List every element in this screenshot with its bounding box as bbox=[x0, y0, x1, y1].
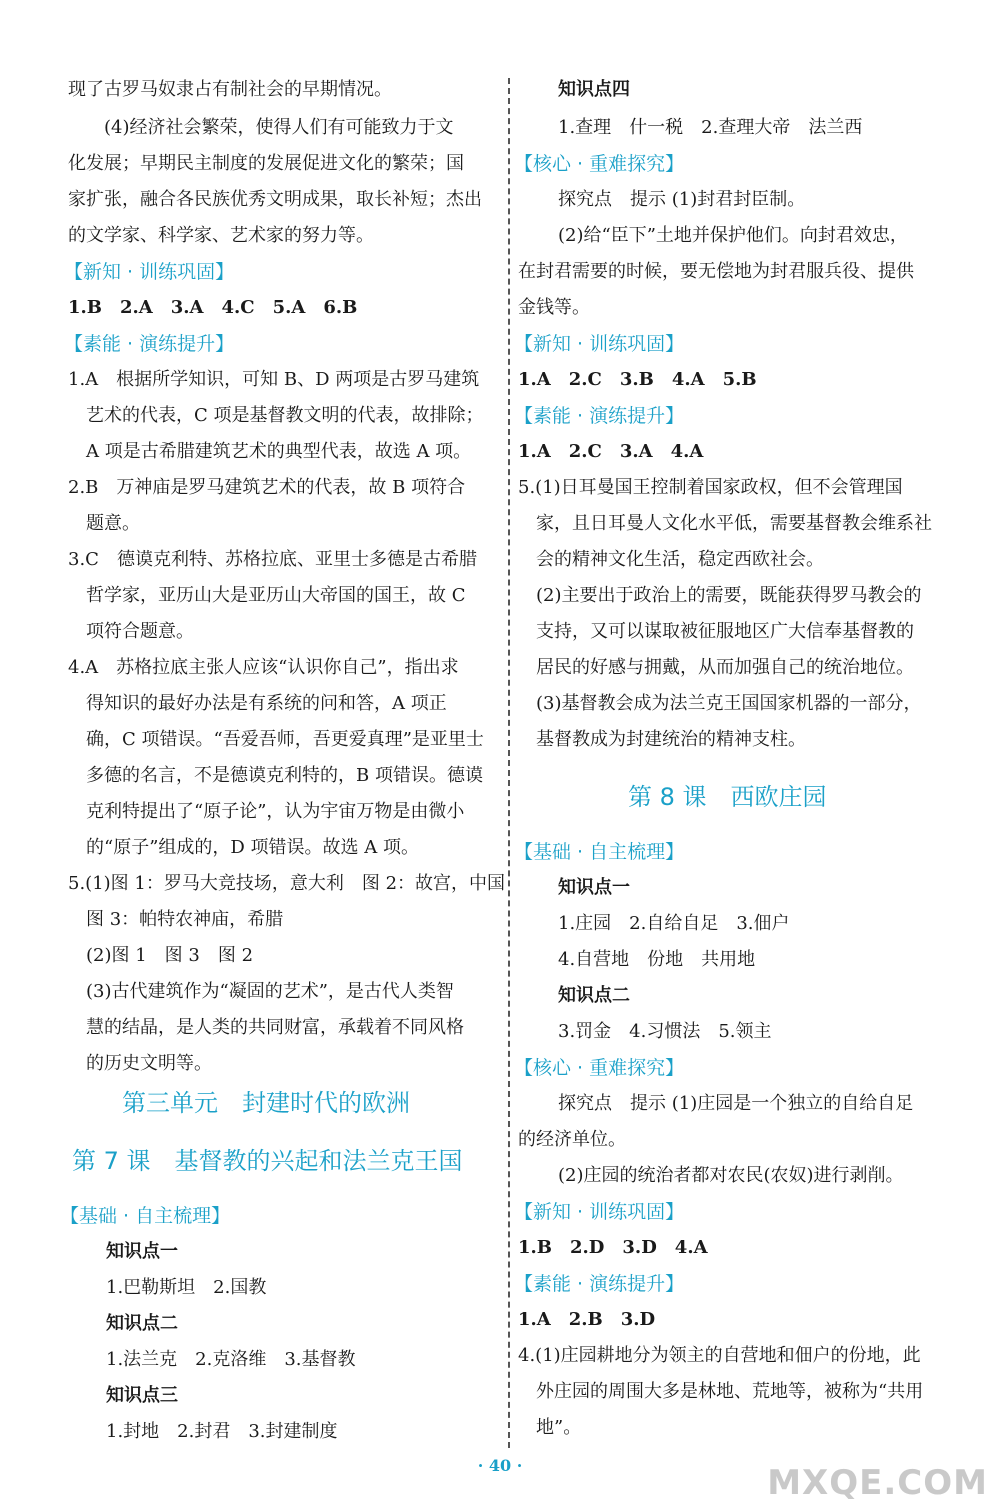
answer-line: 1.B 2.A 3.A 4.C 5.A 6.B bbox=[68, 297, 358, 318]
answer-line: 1.巴勒斯坦 2.国教 bbox=[106, 1277, 267, 1298]
text-line: (2)庄园的统治者都对农民(农奴)进行剥削。 bbox=[558, 1165, 904, 1186]
answer-line: 3.罚金 4.习惯法 5.领主 bbox=[558, 1021, 772, 1042]
answer-line: 1.封地 2.封君 3.封建制度 bbox=[106, 1421, 338, 1442]
text-line: (3)古代建筑作为“凝固的艺术”，是古代人类智 bbox=[86, 981, 454, 1002]
text-line: 2.B 万神庙是罗马建筑艺术的代表，故 B 项符合 bbox=[68, 477, 466, 498]
knowledge-point-label: 知识点二 bbox=[558, 985, 630, 1006]
text-line: 1.A 根据所学知识，可知 B、D 两项是古罗马建筑 bbox=[68, 369, 480, 390]
unit-title: 第三单元 封建时代的欧洲 bbox=[122, 1089, 410, 1117]
knowledge-point-label: 知识点一 bbox=[106, 1241, 178, 1262]
knowledge-point-label: 知识点二 bbox=[106, 1313, 178, 1334]
text-line: 图 3：帕特农神庙，希腊 bbox=[86, 909, 284, 930]
answer-line: 1.庄园 2.自给自足 3.佃户 bbox=[558, 913, 790, 934]
text-line: 5.(1)图 1：罗马大竞技场，意大利 图 2：故宫，中国 bbox=[68, 873, 506, 894]
section-heading: 【素能 · 演练提升】 bbox=[514, 405, 685, 427]
answer-line: 1.查理 什一税 2.查理大帝 法兰西 bbox=[558, 117, 863, 138]
answer-line: 1.A 2.B 3.D bbox=[518, 1309, 656, 1330]
text-line: 的历史文明等。 bbox=[86, 1053, 212, 1074]
knowledge-point-label: 知识点四 bbox=[558, 79, 630, 100]
knowledge-point-label: 知识点三 bbox=[106, 1385, 178, 1406]
watermark-logo: MXQE.COM bbox=[767, 1463, 988, 1503]
text-line: 题意。 bbox=[86, 513, 140, 534]
text-line: 多德的名言，不是德谟克利特的，B 项错误。德谟 bbox=[86, 765, 483, 786]
text-line: 4.(1)庄园耕地分为领主的自营地和佃户的份地，此 bbox=[518, 1345, 921, 1366]
text-line: 的“原子”组成的，D 项错误。故选 A 项。 bbox=[86, 837, 419, 858]
text-line: 基督教成为封建统治的精神支柱。 bbox=[536, 729, 806, 750]
text-line: 确，C 项错误。“吾爱吾师，吾更爱真理”是亚里士 bbox=[86, 729, 484, 750]
text-line: 艺术的代表，C 项是基督教文明的代表，故排除； bbox=[86, 405, 484, 426]
text-line: A 项是古希腊建筑艺术的典型代表，故选 A 项。 bbox=[86, 441, 472, 462]
text-line: 地”。 bbox=[536, 1417, 582, 1438]
section-heading: 【新知 · 训练巩固】 bbox=[514, 333, 685, 355]
text-line: 4.A 苏格拉底主张人应该“认识你自己”，指出求 bbox=[68, 657, 459, 678]
section-heading: 【新知 · 训练巩固】 bbox=[64, 261, 235, 283]
column-divider bbox=[508, 78, 510, 1448]
answer-line: 1.A 2.C 3.B 4.A 5.B bbox=[518, 369, 757, 390]
answer-line: 4.自营地 份地 共用地 bbox=[558, 949, 756, 970]
text-line: 会的精神文化生活，稳定西欧社会。 bbox=[536, 549, 824, 570]
text-line: (4)经济社会繁荣，使得人们有可能致力于文 bbox=[104, 117, 454, 138]
section-heading: 【核心 · 重难探究】 bbox=[514, 153, 685, 175]
section-heading: 【基础 · 自主梳理】 bbox=[514, 841, 685, 863]
section-heading: 【核心 · 重难探究】 bbox=[514, 1057, 685, 1079]
text-line: 克利特提出了“原子论”，认为宇宙万物是由微小 bbox=[86, 801, 465, 822]
text-line: 的文学家、科学家、艺术家的努力等。 bbox=[68, 225, 374, 246]
text-line: 家扩张，融合各民族优秀文明成果，取长补短；杰出 bbox=[68, 189, 482, 210]
text-line: (2)给“臣下”土地并保护他们。向封君效忠， bbox=[558, 225, 908, 246]
text-line: 金钱等。 bbox=[518, 297, 590, 318]
section-heading: 【基础 · 自主梳理】 bbox=[60, 1205, 231, 1227]
text-line: 探究点 提示 (1)庄园是一个独立的自给自足 bbox=[558, 1093, 914, 1114]
text-line: 居民的好感与拥戴，从而加强自己的统治地位。 bbox=[536, 657, 914, 678]
text-line: 慧的结晶，是人类的共同财富，承载着不同风格 bbox=[86, 1017, 464, 1038]
text-line: (3)基督教会成为法兰克王国国家机器的一部分， bbox=[536, 693, 922, 714]
text-line: 5.(1)日耳曼国王控制着国家政权，但不会管理国 bbox=[518, 477, 903, 498]
section-heading: 【素能 · 演练提升】 bbox=[64, 333, 235, 355]
knowledge-point-label: 知识点一 bbox=[558, 877, 630, 898]
lesson-title: 第 8 课 西欧庄园 bbox=[628, 783, 827, 811]
text-line: 现了古罗马奴隶占有制社会的早期情况。 bbox=[68, 79, 392, 100]
answer-line: 1.法兰克 2.克洛维 3.基督教 bbox=[106, 1349, 356, 1370]
text-line: 家，且日耳曼人文化水平低，需要基督教会维系社 bbox=[536, 513, 932, 534]
text-line: 外庄园的周围大多是林地、荒地等，被称为“共用 bbox=[536, 1381, 924, 1402]
lesson-title: 第 7 课 基督教的兴起和法兰克王国 bbox=[72, 1147, 463, 1175]
page-number: · 40 · bbox=[477, 1456, 523, 1475]
text-line: (2)主要出于政治上的需要，既能获得罗马教会的 bbox=[536, 585, 922, 606]
text-line: 项符合题意。 bbox=[86, 621, 194, 642]
text-line: 3.C 德谟克利特、苏格拉底、亚里士多德是古希腊 bbox=[68, 549, 477, 570]
section-heading: 【素能 · 演练提升】 bbox=[514, 1273, 685, 1295]
answer-line: 1.A 2.C 3.A 4.A bbox=[518, 441, 704, 462]
text-line: 支持，又可以谋取被征服地区广大信奉基督教的 bbox=[536, 621, 914, 642]
text-line: (2)图 1 图 3 图 2 bbox=[86, 945, 254, 966]
text-line: 哲学家，亚历山大是亚历山大帝国的国王，故 C bbox=[86, 585, 466, 606]
text-line: 得知识的最好办法是有系统的问和答，A 项正 bbox=[86, 693, 447, 714]
text-line: 探究点 提示 (1)封君封臣制。 bbox=[558, 189, 806, 210]
section-heading: 【新知 · 训练巩固】 bbox=[514, 1201, 685, 1223]
text-line: 化发展；早期民主制度的发展促进文化的繁荣；国 bbox=[68, 153, 464, 174]
answer-line: 1.B 2.D 3.D 4.A bbox=[518, 1237, 708, 1258]
text-line: 在封君需要的时候，要无偿地为封君服兵役、提供 bbox=[518, 261, 914, 282]
text-line: 的经济单位。 bbox=[518, 1129, 626, 1150]
